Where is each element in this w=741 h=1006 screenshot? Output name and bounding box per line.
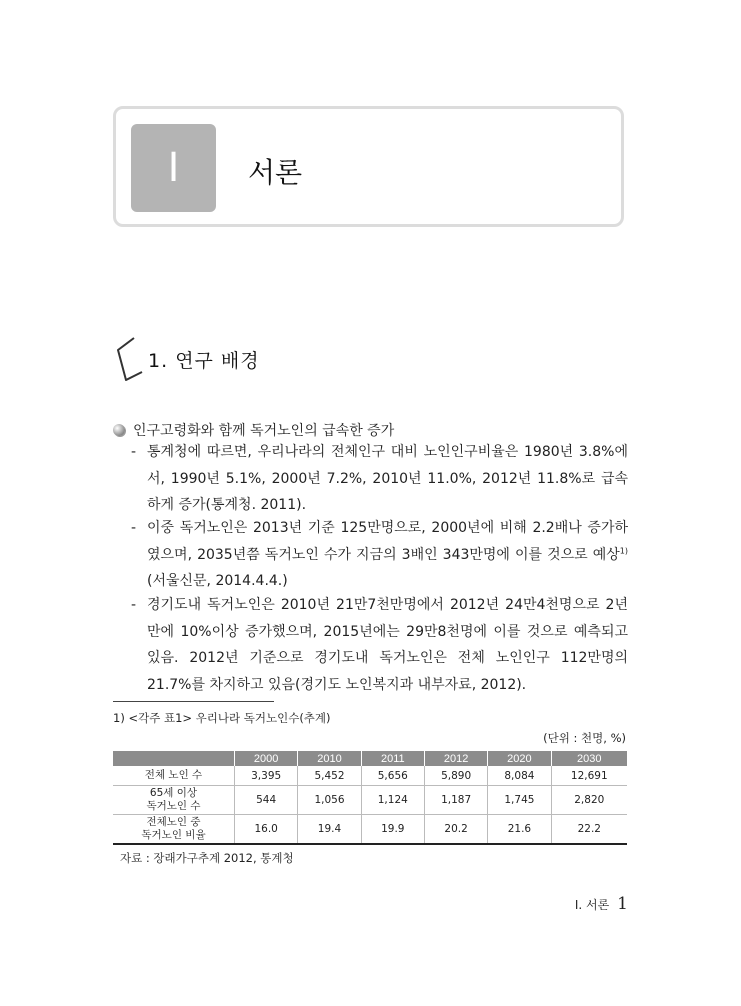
table-cell: 1,745: [488, 786, 551, 815]
paragraph-text: 경기도내 독거노인은 2010년 21만7천만명에서 2012년 24만4천명으로 2년만에 10%이상 증가했으며, 2015년에는 29만8천명에 이를 것으로 예측되고 있음. 2012년 기준으로 경기도내 독거노인은 전체 노인인구 112만명의 21.7%를 차지하고 있음(경기도 노인복지과 내부자료, 2012).: [147, 597, 628, 693]
table-row: [113, 786, 627, 815]
bullet-sphere-icon: [113, 424, 125, 436]
table-cell: 5,890: [424, 766, 487, 786]
table-header-cell: 2012: [424, 751, 487, 766]
paragraph-text-before: 이중 독거노인은 2013년 기준 125만명으로, 2000년에 비해 2.2배나 증가하였으며, 2035년쯤 독거노인 수가 지금의 3배인 343만명에 이를 것으로 예상: [147, 520, 628, 563]
table-unit: (단위 : 천명, %): [543, 731, 626, 745]
section-title-text: 연구 배경: [175, 350, 260, 372]
row-label: [113, 786, 235, 815]
table-cell: 2,820: [551, 786, 627, 815]
table-cell: 16.0: [235, 815, 298, 845]
table-header-cell: [113, 751, 235, 766]
table-cell: 19.4: [298, 815, 361, 845]
chapter-header: [113, 106, 624, 227]
dash-marker: -: [131, 597, 137, 613]
footnote-ref: 1): [619, 545, 628, 555]
table-row: [113, 766, 627, 786]
section-heading: [112, 334, 412, 384]
table-source: 자료 : 장래가구추계 2012, 통계청: [120, 851, 294, 865]
table-cell: 1,056: [298, 786, 361, 815]
table-cell: 8,084: [488, 766, 551, 786]
section-number: 1.: [148, 350, 169, 372]
dash-marker: -: [131, 520, 137, 536]
row-label-line1: 전체노인 중: [146, 816, 201, 828]
page-footer: [575, 894, 628, 914]
table-header-cell: 2000: [235, 751, 298, 766]
table-header-row: [113, 751, 627, 766]
table-header-cell: 2010: [298, 751, 361, 766]
table-cell: 19.9: [361, 815, 424, 845]
chapter-number-badge: Ⅰ: [131, 124, 216, 212]
row-label: 전체 노인 수: [113, 766, 235, 786]
table-header-cell: 2011: [361, 751, 424, 766]
bullet-text: 인구고령화와 함께 독거노인의 급속한 증가: [133, 423, 395, 439]
table-cell: 12,691: [551, 766, 627, 786]
paragraph-text: 통계청에 따르면, 우리나라의 전체인구 대비 노인인구비율은 1980년 3.8%에서, 1990년 5.1%, 2000년 7.2%, 2010년 11.0%, 2012년 11.8%로 급속하게 증가(통계청. 2011).: [147, 444, 628, 513]
table-header-cell: 2030: [551, 751, 627, 766]
section-title: [148, 346, 260, 373]
row-label-line2: 독거노인 수: [146, 800, 201, 812]
table-cell: 544: [235, 786, 298, 815]
table-cell: 1,124: [361, 786, 424, 815]
paragraph-1: [131, 439, 628, 519]
row-label-line1: 65세 이상: [149, 787, 198, 799]
table-row: [113, 815, 627, 845]
table-cell: 3,395: [235, 766, 298, 786]
row-label-line2: 독거노인 비율: [141, 829, 206, 841]
table-cell: 20.2: [424, 815, 487, 845]
footnote-text: 1) <각주 표1> 우리나라 독거노인수(추계): [113, 711, 331, 725]
dash-marker: -: [131, 444, 137, 460]
bullet-heading: [113, 420, 394, 440]
table-header-cell: 2020: [488, 751, 551, 766]
paragraph-3: [131, 592, 628, 698]
table-cell: 1,187: [424, 786, 487, 815]
section-bracket-icon: [112, 334, 152, 384]
table-cell: 5,452: [298, 766, 361, 786]
data-table: [113, 751, 627, 845]
row-label: [113, 815, 235, 845]
table-cell: 22.2: [551, 815, 627, 845]
paragraph-text: [131, 515, 628, 595]
chapter-title: 서론: [248, 156, 303, 189]
paragraph-2: [131, 515, 628, 595]
table-cell: 21.6: [488, 815, 551, 845]
footer-section-label: Ⅰ. 서론: [574, 898, 610, 912]
footnote-divider: [113, 701, 274, 702]
paragraph-text-after: (서울신문, 2014.4.4.): [147, 573, 288, 589]
table-cell: 5,656: [361, 766, 424, 786]
page-number: 1: [617, 894, 628, 914]
